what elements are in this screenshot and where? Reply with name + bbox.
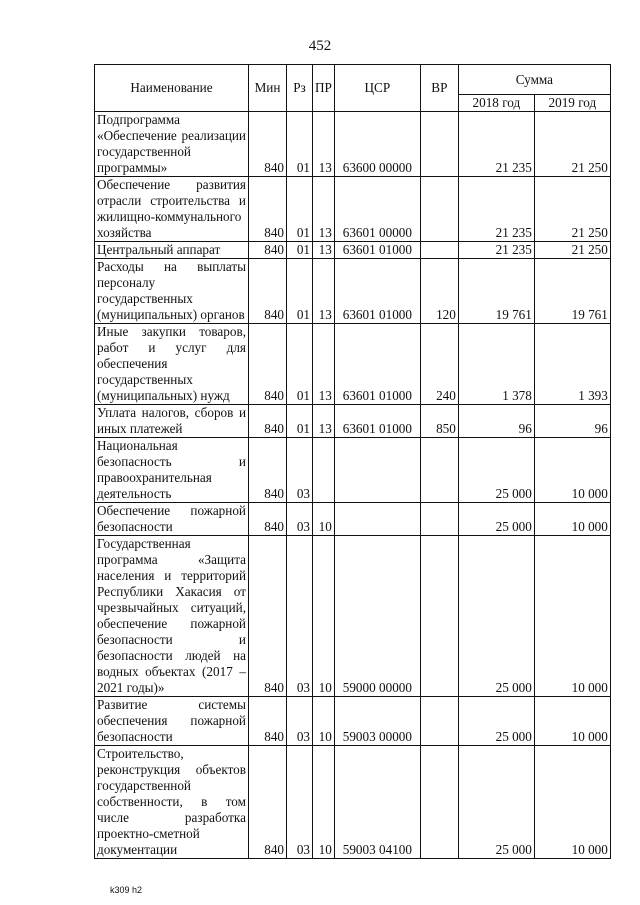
table-row <box>95 503 611 536</box>
cell-vr <box>420 746 458 859</box>
cell-name: Национальная безопасность и правоохранительная деятельность <box>95 438 249 503</box>
table-body <box>95 112 611 859</box>
header-vr: ВР <box>420 65 458 112</box>
cell-rz: 03 <box>287 438 313 503</box>
cell-rz: 01 <box>287 177 313 242</box>
cell-name: Центральный аппарат <box>95 242 249 259</box>
cell-pr: 13 <box>313 242 335 259</box>
table-row <box>95 177 611 242</box>
header-pr: ПР <box>313 65 335 112</box>
table-row <box>95 242 611 259</box>
cell-vr <box>420 177 458 242</box>
cell-2018: 19 761 <box>458 259 534 324</box>
header-name: Наименование <box>95 65 249 112</box>
cell-2019: 10 000 <box>534 438 610 503</box>
header-year-2019: 2019 год <box>534 95 610 112</box>
cell-2018: 1 378 <box>458 324 534 405</box>
footer-code: k309 h2 <box>110 885 143 895</box>
cell-name: Иные закупки товаров, работ и услуг для обеспечения государственных (муниципальных) нужд <box>95 324 249 405</box>
cell-2018: 21 235 <box>458 242 534 259</box>
cell-pr: 10 <box>313 503 335 536</box>
cell-name: Уплата налогов, сборов и иных платежей <box>95 405 249 438</box>
header-csr: ЦСР <box>334 65 420 112</box>
cell-pr: 10 <box>313 536 335 697</box>
cell-pr: 13 <box>313 324 335 405</box>
cell-csr: 63601 00000 <box>334 177 420 242</box>
cell-min: 840 <box>249 259 287 324</box>
cell-name: Развитие системы обеспечения пожарной безопасности <box>95 697 249 746</box>
cell-2019: 21 250 <box>534 112 610 177</box>
cell-2019: 96 <box>534 405 610 438</box>
cell-2019: 10 000 <box>534 536 610 697</box>
cell-2018: 21 235 <box>458 112 534 177</box>
cell-rz: 01 <box>287 405 313 438</box>
cell-csr: 63600 00000 <box>334 112 420 177</box>
cell-name: Государственная программа «Защита населения и территорий Республики Хакасия от чрезвычайных ситуаций, обеспечение пожарной безопасности и безопасности людей на водных объектах (2017 – 2021 годы)» <box>95 536 249 697</box>
cell-csr: 63601 01000 <box>334 324 420 405</box>
cell-vr <box>420 438 458 503</box>
cell-rz: 03 <box>287 697 313 746</box>
cell-name: Строительство, реконструкция объектов государственной собственности, в том числе разработка проектно-сметной документации <box>95 746 249 859</box>
cell-csr: 63601 01000 <box>334 405 420 438</box>
cell-rz: 01 <box>287 242 313 259</box>
cell-pr: 13 <box>313 112 335 177</box>
table-row <box>95 746 611 859</box>
cell-pr: 13 <box>313 259 335 324</box>
cell-min: 840 <box>249 697 287 746</box>
cell-csr: 59003 00000 <box>334 697 420 746</box>
cell-name: Обеспечение пожарной безопасности <box>95 503 249 536</box>
cell-2018: 25 000 <box>458 697 534 746</box>
table-row <box>95 438 611 503</box>
cell-2018: 25 000 <box>458 503 534 536</box>
table-row <box>95 536 611 697</box>
cell-vr: 240 <box>420 324 458 405</box>
header-year-2018: 2018 год <box>458 95 534 112</box>
cell-min: 840 <box>249 112 287 177</box>
header-min: Мин <box>249 65 287 112</box>
cell-csr: 59000 00000 <box>334 536 420 697</box>
cell-2019: 21 250 <box>534 177 610 242</box>
cell-csr: 59003 04100 <box>334 746 420 859</box>
table-row <box>95 324 611 405</box>
cell-2019: 10 000 <box>534 746 610 859</box>
cell-2019: 10 000 <box>534 697 610 746</box>
cell-pr: 13 <box>313 177 335 242</box>
header-sum: Сумма <box>458 65 610 95</box>
cell-rz: 03 <box>287 503 313 536</box>
cell-pr: 10 <box>313 746 335 859</box>
cell-2018: 25 000 <box>458 438 534 503</box>
table-row <box>95 697 611 746</box>
table-row <box>95 259 611 324</box>
cell-rz: 03 <box>287 536 313 697</box>
cell-vr <box>420 242 458 259</box>
cell-csr <box>334 503 420 536</box>
cell-name: Обеспечение развития отрасли строительства и жилищно-коммунального хозяйства <box>95 177 249 242</box>
cell-csr: 63601 01000 <box>334 242 420 259</box>
cell-pr: 13 <box>313 405 335 438</box>
cell-min: 840 <box>249 746 287 859</box>
cell-2019: 10 000 <box>534 503 610 536</box>
cell-rz: 03 <box>287 746 313 859</box>
cell-min: 840 <box>249 324 287 405</box>
cell-rz: 01 <box>287 112 313 177</box>
cell-min: 840 <box>249 177 287 242</box>
table-row <box>95 112 611 177</box>
cell-vr <box>420 697 458 746</box>
cell-name: Расходы на выплаты персоналу государственных (муниципальных) органов <box>95 259 249 324</box>
cell-vr <box>420 503 458 536</box>
cell-rz: 01 <box>287 324 313 405</box>
cell-2018: 25 000 <box>458 536 534 697</box>
cell-pr <box>313 438 335 503</box>
cell-vr <box>420 536 458 697</box>
cell-min: 840 <box>249 405 287 438</box>
cell-2019: 1 393 <box>534 324 610 405</box>
cell-vr: 120 <box>420 259 458 324</box>
cell-2018: 21 235 <box>458 177 534 242</box>
cell-csr: 63601 01000 <box>334 259 420 324</box>
cell-name: Подпрограмма «Обеспечение реализации государственной программы» <box>95 112 249 177</box>
cell-2018: 96 <box>458 405 534 438</box>
cell-min: 840 <box>249 536 287 697</box>
cell-rz: 01 <box>287 259 313 324</box>
cell-min: 840 <box>249 503 287 536</box>
cell-min: 840 <box>249 438 287 503</box>
cell-pr: 10 <box>313 697 335 746</box>
cell-vr: 850 <box>420 405 458 438</box>
page-number: 452 <box>308 38 332 54</box>
table-row <box>95 405 611 438</box>
header-rz: Рз <box>287 65 313 112</box>
cell-2018: 25 000 <box>458 746 534 859</box>
cell-2019: 21 250 <box>534 242 610 259</box>
cell-min: 840 <box>249 242 287 259</box>
cell-csr <box>334 438 420 503</box>
cell-vr <box>420 112 458 177</box>
cell-2019: 19 761 <box>534 259 610 324</box>
budget-table <box>94 64 611 859</box>
